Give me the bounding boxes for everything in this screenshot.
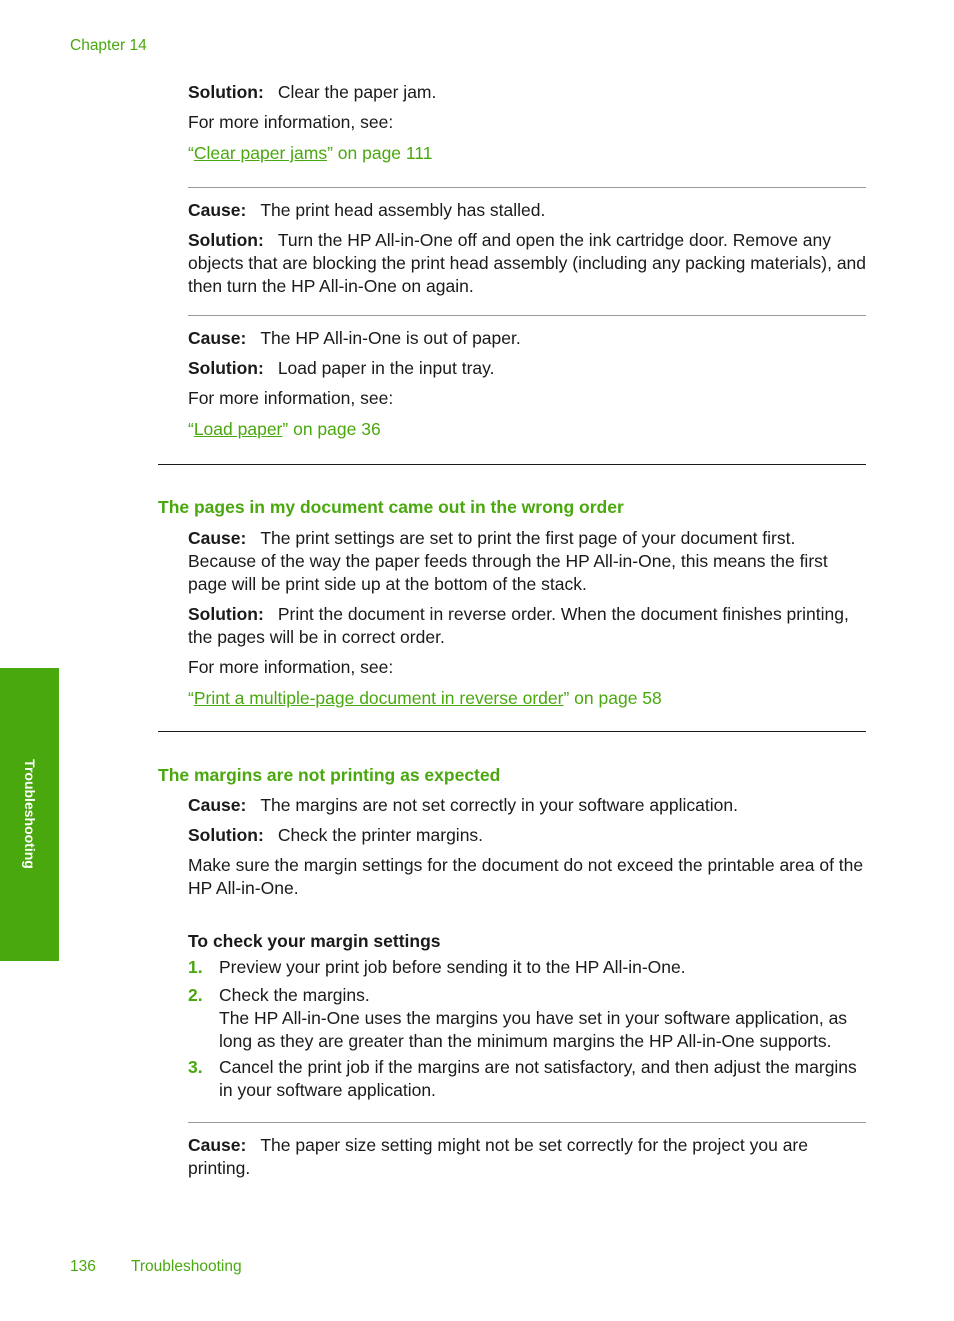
side-tab-label: Troubleshooting <box>22 759 38 869</box>
section-body-margins <box>188 794 866 900</box>
link-text[interactable]: Print a multiple-page document in reverse order <box>193 688 564 708</box>
cause-label: Cause: <box>188 528 247 548</box>
solution-line <box>188 357 866 380</box>
divider <box>188 315 866 316</box>
solution-text: Clear the paper jam. <box>277 82 437 102</box>
footer-section: Troubleshooting <box>131 1258 242 1275</box>
solution-label: Solution: <box>188 825 264 845</box>
page-number: 136 <box>70 1258 96 1275</box>
cause-line <box>188 794 866 817</box>
link-text[interactable]: Clear paper jams <box>193 143 328 163</box>
divider <box>188 1122 866 1123</box>
cause-text: The print settings are set to print the first page of your document first. Because of the way the paper feeds through the HP All-in-One, this means the first page will be print side up at the bottom of the stack. <box>188 528 828 594</box>
cause-label: Cause: <box>188 1135 247 1155</box>
margin-body-text: Make sure the margin settings for the document do not exceed the printable area of the HP All-in-One. <box>188 855 864 898</box>
cause-text: The paper size setting might not be set correctly for the project you are printing. <box>188 1135 808 1178</box>
solution-line <box>188 824 866 847</box>
cause-block-print-head <box>188 199 866 298</box>
solution-label: Solution: <box>188 358 264 378</box>
more-info-text: For more information, see: <box>188 388 394 408</box>
section-divider <box>158 464 866 465</box>
cause-label: Cause: <box>188 795 247 815</box>
cause-line <box>188 327 866 350</box>
cause-block-out-of-paper <box>188 327 866 441</box>
solution-text: Load paper in the input tray. <box>277 358 495 378</box>
link-page[interactable]: on page 58 <box>574 688 662 708</box>
solution-line <box>188 81 866 104</box>
solution-text: Turn the HP All-in-One off and open the ink cartridge door. Remove any objects that are blocking the print head assembly (including any packing materials), and then turn the HP All-in-One on again. <box>188 230 867 296</box>
cause-line <box>188 1134 866 1180</box>
cause-text: The print head assembly has stalled. <box>260 200 546 220</box>
step-text: Preview your print job before sending it to the HP All-in-One. <box>219 957 686 977</box>
step-text: Cancel the print job if the margins are not satisfactory, and then adjust the margins in your software application. <box>219 1057 857 1100</box>
cause-label: Cause: <box>188 328 247 348</box>
divider <box>188 187 866 188</box>
cause-block-paper-size <box>188 1134 866 1180</box>
more-info-text: For more information, see: <box>188 112 394 132</box>
cause-text: The margins are not set correctly in your software application. <box>260 795 738 815</box>
link-load-paper[interactable]: “Load paper” on page 36 <box>188 419 381 439</box>
step-number: 2. <box>188 985 203 1005</box>
section-body-wrong-order <box>188 527 866 710</box>
link-page[interactable]: on page 36 <box>293 419 381 439</box>
cause-line <box>188 199 866 222</box>
step-number: 1. <box>188 957 203 977</box>
solution-text: Check the printer margins. <box>277 825 484 845</box>
cause-text: The HP All-in-One is out of paper. <box>260 328 521 348</box>
solution-line <box>188 603 866 649</box>
solution-text: Print the document in reverse order. When the document finishes printing, the pages will be in correct order. <box>188 604 849 647</box>
solution-label: Solution: <box>188 604 264 624</box>
step-detail: The HP All-in-One uses the margins you have set in your software application, as long as they are greater than the minimum margins the HP All-in-One supports. <box>219 1008 848 1051</box>
solution-label: Solution: <box>188 230 264 250</box>
cause-line <box>188 527 866 596</box>
link-reverse-order[interactable]: “Print a multiple-page document in reverse order” on page 58 <box>188 688 662 708</box>
solution-label: Solution: <box>188 82 264 102</box>
more-info-text: For more information, see: <box>188 657 394 677</box>
step-text: Check the margins. <box>219 985 370 1005</box>
link-clear-paper-jams[interactable]: “Clear paper jams” on page 111 <box>188 143 433 163</box>
solution-line <box>188 229 866 298</box>
link-text[interactable]: Load paper <box>193 419 283 439</box>
section-divider <box>158 731 866 732</box>
cause-label: Cause: <box>188 200 247 220</box>
section-heading-margins: The margins are not printing as expected <box>158 765 501 785</box>
step-number: 3. <box>188 1057 203 1077</box>
procedure-title: To check your margin settings <box>188 931 441 951</box>
solution-block-paper-jam <box>188 81 866 165</box>
section-heading-wrong-order: The pages in my document came out in the wrong order <box>158 497 624 517</box>
chapter-label: Chapter 14 <box>70 37 147 54</box>
link-page[interactable]: on page 111 <box>337 143 433 163</box>
